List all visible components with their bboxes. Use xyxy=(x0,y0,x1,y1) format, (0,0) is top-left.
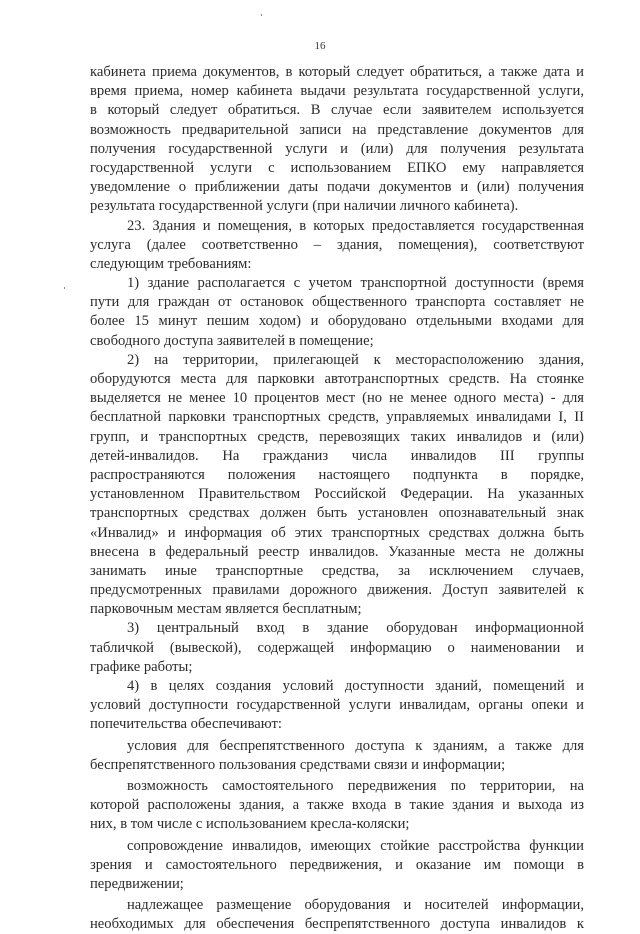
text-line: более 15 минут пешим ходом) и оборудовано отдельными входами для xyxy=(90,313,584,330)
text-line: 3) центральный вход в здание оборудован информационной xyxy=(127,620,584,637)
text-line: следующим требованиям: xyxy=(90,255,252,272)
text-line: транспортных средствах должен быть установлен опознавательный знак xyxy=(90,505,584,522)
text-line: пути для граждан от остановок общественного транспорта составляет не xyxy=(90,294,584,311)
text-line: занимать иные транспортные средства, за исключением случаев, xyxy=(90,562,584,579)
text-line: свободного доступа заявителей в помещение; xyxy=(90,332,374,349)
text-line: условия для беспрепятственного доступа к зданиям, а также для xyxy=(127,737,584,754)
text-line: предусмотренных правилами дорожного движения. Доступ заявителей к xyxy=(90,582,584,599)
text-line: распространяются положения настоящего подпункта в порядке, xyxy=(90,466,584,483)
text-line: групп, и транспортных средств, перевозящих таких инвалидов и (или) xyxy=(90,428,584,445)
text-line: которой расположены здания, а также входа в такие здания и выхода из xyxy=(90,797,584,814)
text-line: необходимых для обеспечения беспрепятственного доступа инвалидов к xyxy=(90,916,584,933)
text-line: графике работы; xyxy=(90,658,193,675)
text-line: установленном Правительством Российской Федерации. На указанных xyxy=(90,486,584,503)
text-line: сопровождение инвалидов, имеющих стойкие расстройства функции xyxy=(127,837,584,854)
text-line: государственной услуги с использованием ЕПКО ему направляется xyxy=(90,159,584,176)
text-line: в который следует обратиться. В случае если заявителем используется xyxy=(90,102,584,119)
text-line: выделяется не менее 10 процентов мест (но не менее одного места) - для xyxy=(90,390,584,407)
text-line: попечительства обеспечивают: xyxy=(90,716,282,733)
text-line: бесплатной парковки транспортных средств, управляемых инвалидами I, II xyxy=(90,409,584,426)
text-line: внесена в федеральный реестр инвалидов. Указанные места не должны xyxy=(90,543,584,560)
page-number: 16 xyxy=(314,40,326,52)
text-line: парковочным местам является бесплатным; xyxy=(90,601,362,618)
text-line: «Инвалид» и информация об этих транспортных средствах должна быть xyxy=(90,524,584,541)
document-body xyxy=(90,63,584,934)
text-line: 1) здание располагается с учетом транспортной доступности (время xyxy=(127,275,584,292)
text-line: возможность самостоятельного передвижения по территории, на xyxy=(127,777,584,794)
text-line: 4) в целях создания условий доступности зданий, помещений и xyxy=(127,678,584,694)
scan-speck xyxy=(64,287,65,289)
text-line: них, в том числе с использованием кресла-коляски; xyxy=(90,816,410,833)
text-line: получения государственной услуги и (или) для получения результата xyxy=(90,140,584,157)
text-line: условий доступности государственной услуги инвалидам, органы опеки и xyxy=(90,697,584,714)
text-line: кабинета приема документов, в который следует обратиться, а также дата и xyxy=(90,64,584,80)
text-line: 2) на территории, прилегающей к месторасположению здания, xyxy=(127,351,584,368)
text-line: время приема, номер кабинета выдачи результата государственной услуги, xyxy=(90,83,584,100)
text-line: возможность предварительной записи на представление документов для xyxy=(90,121,584,138)
text-line: табличкой (вывеской), содержащей информацию о наименовании и xyxy=(90,639,584,656)
text-line: уведомление о приближении даты подачи документов и (или) получения xyxy=(90,179,584,196)
text-line: услуга (далее соответственно – здания, помещения), соответствуют xyxy=(90,236,584,253)
text-line: оборудуются места для парковки автотранспортных средств. На стоянке xyxy=(90,371,584,387)
text-line: беспрепятственного пользования средствами связи и информации; xyxy=(90,756,506,773)
text-line: передвижении; xyxy=(90,875,184,892)
scan-speck xyxy=(261,14,262,16)
text-line: надлежащее размещение оборудования и носителей информации, xyxy=(127,897,584,914)
text-line: зрения и самостоятельного передвижения, и оказание им помощи в xyxy=(90,856,584,873)
text-line: результата государственной услуги (при наличии личного кабинета). xyxy=(90,198,519,215)
text-line: 23. Здания и помещения, в которых предоставляется государственная xyxy=(127,217,584,234)
text-line: детей-инвалидов. На гражданиз числа инвалидов III группы xyxy=(90,447,584,464)
